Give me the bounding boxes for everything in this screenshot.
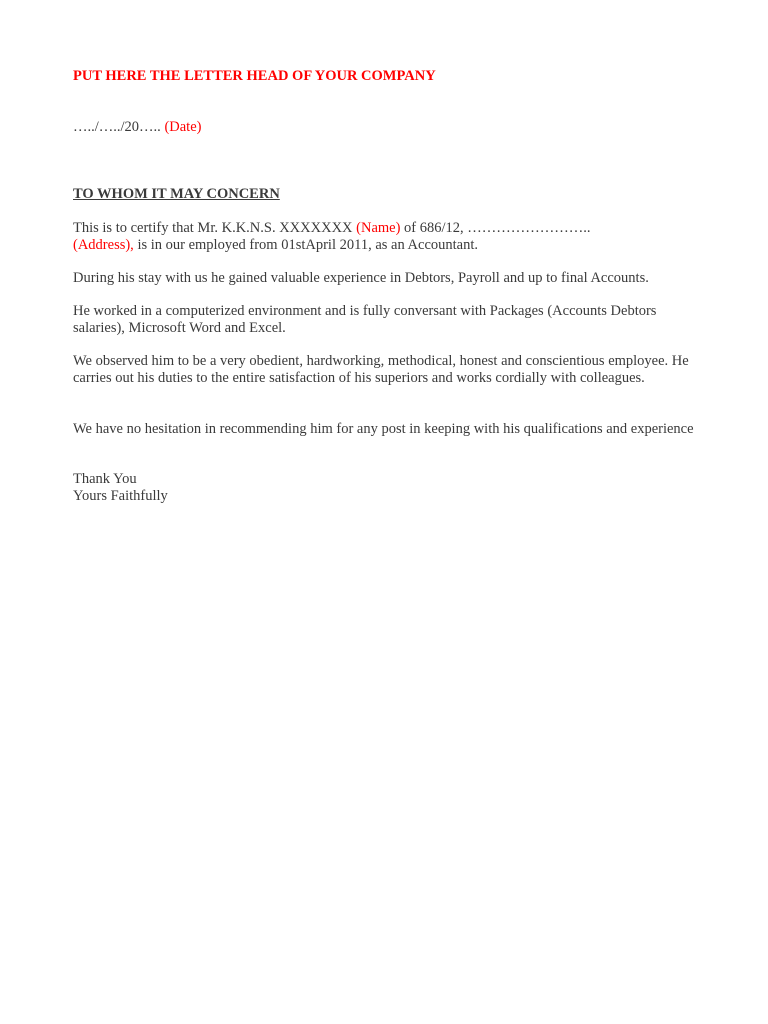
date-text: …../…../20….. [73, 119, 165, 135]
thank-you-line: Thank You [73, 471, 137, 487]
character-paragraph: We observed him to be a very obedient, hardworking, methodical, honest and conscientious employee. He carries out his duties to the entire satisfaction of his superiors and works cordially with colleagues. [73, 353, 689, 386]
date-line [73, 119, 201, 136]
paragraph1-part2: of 686/12, …………………….. [400, 220, 591, 236]
experience-paragraph: During his stay with us he gained valuable experience in Debtors, Payroll and up to final Accounts. [73, 270, 649, 286]
paragraph1-part3: is in our employed from 01stApril 2011, as an Accountant. [133, 236, 478, 253]
skills-paragraph: He worked in a computerized environment and is fully conversant with Packages (Accounts Debtors salaries), Microsoft Word and Excel. [73, 303, 657, 336]
closing-block [73, 471, 168, 504]
letterhead-placeholder: PUT HERE THE LETTER HEAD OF YOUR COMPANY [73, 68, 436, 84]
subject-heading: TO WHOM IT MAY CONCERN [73, 186, 280, 202]
signoff-line: Yours Faithfully [73, 487, 168, 504]
certification-paragraph [73, 220, 698, 253]
paragraph1-part1: This is to certify that Mr. K.K.N.S. XXXXXXX [73, 220, 357, 236]
date-label: (Date) [164, 119, 202, 135]
recommendation-paragraph: We have no hesitation in recommending him for any post in keeping with his qualifications and experience [73, 421, 694, 437]
name-label: (Name) [356, 220, 401, 236]
address-label: (Address), [73, 236, 134, 253]
